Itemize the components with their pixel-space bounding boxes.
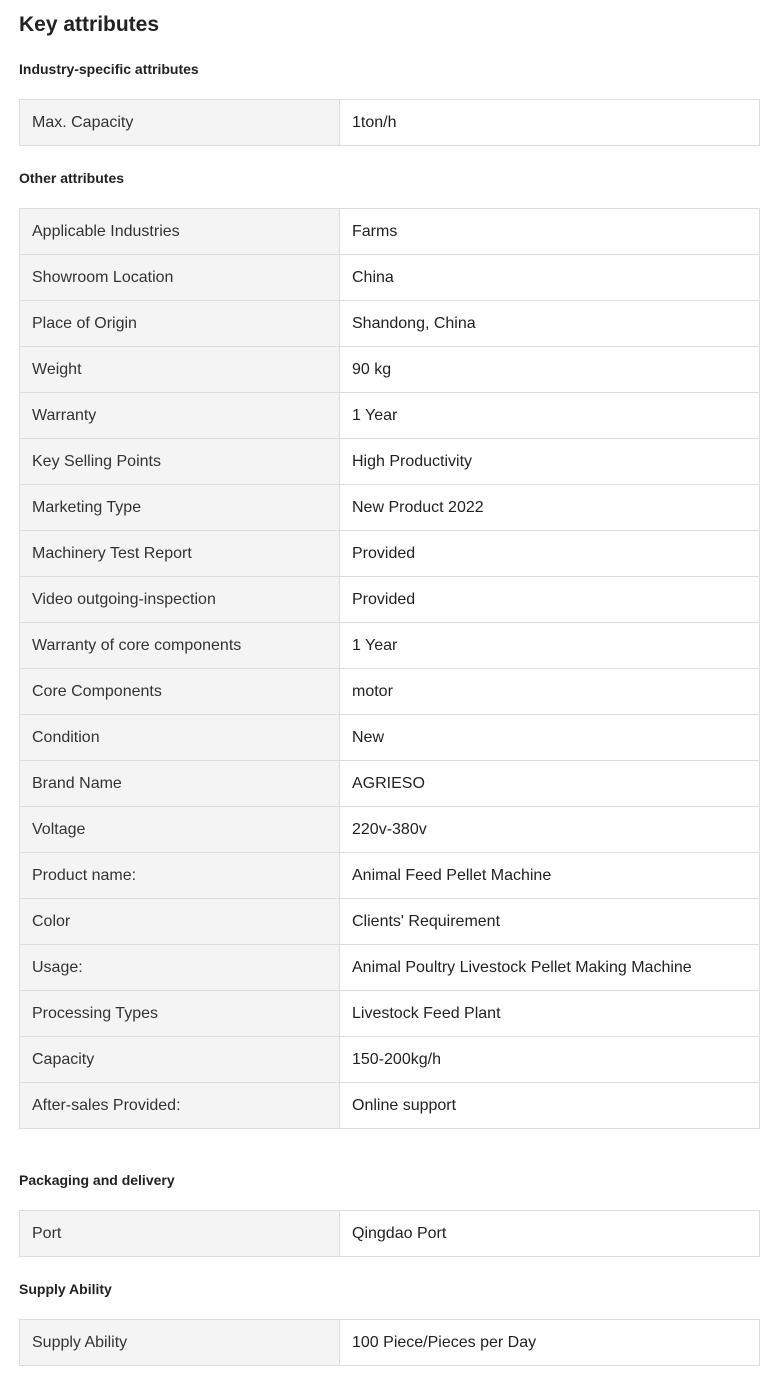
attribute-value: Online support	[340, 1083, 760, 1129]
attribute-key: Port	[20, 1211, 340, 1257]
table-row	[20, 209, 760, 255]
table-row	[20, 439, 760, 485]
attribute-value: Animal Poultry Livestock Pellet Making Machine	[340, 945, 760, 991]
attribute-key: Processing Types	[20, 991, 340, 1037]
attribute-key: Color	[20, 899, 340, 945]
section-heading-supply-ability: Supply Ability	[19, 1281, 112, 1297]
attribute-key: Weight	[20, 347, 340, 393]
attribute-key: Max. Capacity	[20, 100, 340, 146]
table-row	[20, 393, 760, 439]
attribute-key: Machinery Test Report	[20, 531, 340, 577]
attribute-key: Video outgoing-inspection	[20, 577, 340, 623]
attribute-value: High Productivity	[340, 439, 760, 485]
table-row	[20, 853, 760, 899]
attribute-value: 1ton/h	[340, 100, 760, 146]
attribute-key: After-sales Provided:	[20, 1083, 340, 1129]
section-heading-other-attributes: Other attributes	[19, 170, 125, 186]
attribute-value: 1 Year	[340, 393, 760, 439]
table-row	[20, 899, 760, 945]
attribute-key: Capacity	[20, 1037, 340, 1083]
attribute-value: AGRIESO	[340, 761, 760, 807]
attribute-key: Brand Name	[20, 761, 340, 807]
table-row	[20, 255, 760, 301]
attribute-value: New Product 2022	[340, 485, 760, 531]
attribute-key: Applicable Industries	[20, 209, 340, 255]
other-attributes-table	[19, 208, 760, 1129]
table-row	[20, 485, 760, 531]
table-row	[20, 807, 760, 853]
attribute-value: 150-200kg/h	[340, 1037, 760, 1083]
attribute-value: Clients' Requirement	[340, 899, 760, 945]
attribute-key: Usage:	[20, 945, 340, 991]
attribute-value: 90 kg	[340, 347, 760, 393]
section-heading-industry-specific: Industry-specific attributes	[19, 61, 199, 77]
attribute-key: Place of Origin	[20, 301, 340, 347]
table-row	[20, 577, 760, 623]
packaging-delivery-table	[19, 1210, 760, 1257]
table-row	[20, 715, 760, 761]
attribute-key: Showroom Location	[20, 255, 340, 301]
attribute-value: Animal Feed Pellet Machine	[340, 853, 760, 899]
attribute-value: 1 Year	[340, 623, 760, 669]
table-row	[20, 531, 760, 577]
attribute-key: Warranty of core components	[20, 623, 340, 669]
table-row	[20, 761, 760, 807]
attribute-key: Warranty	[20, 393, 340, 439]
table-row	[20, 669, 760, 715]
table-row	[20, 1320, 760, 1366]
attribute-value: Shandong, China	[340, 301, 760, 347]
attribute-value: Farms	[340, 209, 760, 255]
attribute-value: Provided	[340, 577, 760, 623]
table-row	[20, 945, 760, 991]
attribute-value: New	[340, 715, 760, 761]
attribute-key: Key Selling Points	[20, 439, 340, 485]
attribute-value: Qingdao Port	[340, 1211, 760, 1257]
table-row	[20, 100, 760, 146]
attribute-key: Voltage	[20, 807, 340, 853]
table-row	[20, 1083, 760, 1129]
attribute-key: Marketing Type	[20, 485, 340, 531]
table-row	[20, 623, 760, 669]
attribute-key: Condition	[20, 715, 340, 761]
attribute-value: motor	[340, 669, 760, 715]
industry-specific-attributes-table	[19, 99, 760, 146]
supply-ability-table	[19, 1319, 760, 1366]
table-row	[20, 1037, 760, 1083]
table-row	[20, 347, 760, 393]
attribute-value: 100 Piece/Pieces per Day	[340, 1320, 760, 1366]
table-row	[20, 1211, 760, 1257]
section-heading-packaging-delivery: Packaging and delivery	[19, 1172, 175, 1188]
attribute-value: Livestock Feed Plant	[340, 991, 760, 1037]
attribute-key: Supply Ability	[20, 1320, 340, 1366]
table-row	[20, 301, 760, 347]
attribute-value: Provided	[340, 531, 760, 577]
attribute-value: 220v-380v	[340, 807, 760, 853]
attribute-key: Core Components	[20, 669, 340, 715]
page-title: Key attributes	[19, 13, 160, 36]
table-row	[20, 991, 760, 1037]
attribute-key: Product name:	[20, 853, 340, 899]
attribute-value: China	[340, 255, 760, 301]
